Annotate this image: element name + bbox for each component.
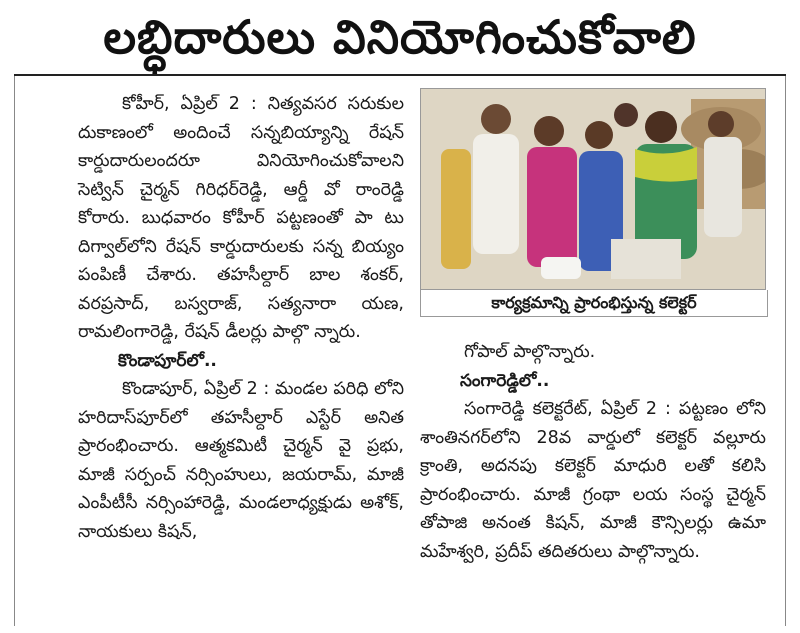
headline-rule bbox=[14, 74, 786, 76]
sangareddy-paragraph: సంగారెడ్డి కలెక్టరేట్‌, ఏప్రిల్‌ 2 : పట్టణం లోని శాంతినగర్‌లోని 28వ వార్డులో కలెక్టర్‌ వల్లూరు క్రాంతి, అదనపు కలెక్టర్‌ మాధురి లతో కలిసి ప్రారంభించారు. మాజీ గ్రంథా లయ సంస్థ చైర్మన్‌ తోపాజి అనంత కిషన్‌, మాజీ కౌన్సిలర్లు ఉమా మహేశ్వరి, ప్రదీప్‌ తదితరులు పాల్గొన్నారు. bbox=[420, 399, 766, 562]
left-column bbox=[78, 90, 404, 546]
kondapur-paragraph: కొండాపూర్‌, ఏప్రిల్‌ 2 : మండల పరిధి లోని హరిదాస్‌పూర్‌లో తహసీల్దార్‌ ఎస్టేర్‌ అనిత ప్రారంభించారు. ఆత్మకమిటీ చైర్మన్‌ వై ప్రభు, మాజీ సర్పంచ్‌ నర్సింహులు, జయరామ్‌, మాజీ ఎంపీటీసీ నర్సింహారెడ్డి, మండలాధ్యక్షుడు అశోక్‌, నాయకులు కిషన్‌, bbox=[78, 379, 404, 542]
continued-text: గోపాల్‌ పాల్గొన్నారు. bbox=[464, 342, 596, 362]
right-column bbox=[420, 338, 766, 566]
right-frame-line bbox=[785, 76, 786, 626]
kohir-paragraph: కోహీర్‌, ఏప్రిల్‌ 2 : నిత్యవసర సరుకుల దుకాణంలో అందించే సన్నబియ్యాన్ని రేషన్‌ కార్డుదారులందరూ వినియోగించుకోవాలని సెట్విన్‌ చైర్మన్‌ గిరిధర్‌రెడ్డి, ఆర్డీ వో రాంరెడ్డి కోరారు. బుధవారం కోహీర్‌ పట్టణంతో పా టు దిగ్వాల్‌లోని రేషన్‌ కార్డుదారులకు సన్న బియ్యం పంపిణీ చేశారు. తహసీల్దార్‌ బాల శంకర్‌, వరప్రసాద్‌, బస్వరాజ్‌, సత్యనారా యణ, రామలింగారెడ్డి, రేషన్‌ డీలర్లు పాల్గొ న్నారు. bbox=[78, 94, 404, 342]
kondapur-subhead: కొండాపూర్‌లో.. bbox=[118, 350, 217, 371]
photo-caption: కార్యక్రమాన్ని ప్రారంభిస్తున్న కలెక్టర్‌ bbox=[420, 290, 768, 317]
left-frame-line bbox=[14, 76, 15, 626]
sangareddy-subhead: సంగారెడ్డిలో.. bbox=[460, 370, 550, 391]
headline: లబ్ధిదారులు వినియోగించుకోవాలి bbox=[103, 10, 697, 64]
news-photo bbox=[420, 88, 766, 290]
